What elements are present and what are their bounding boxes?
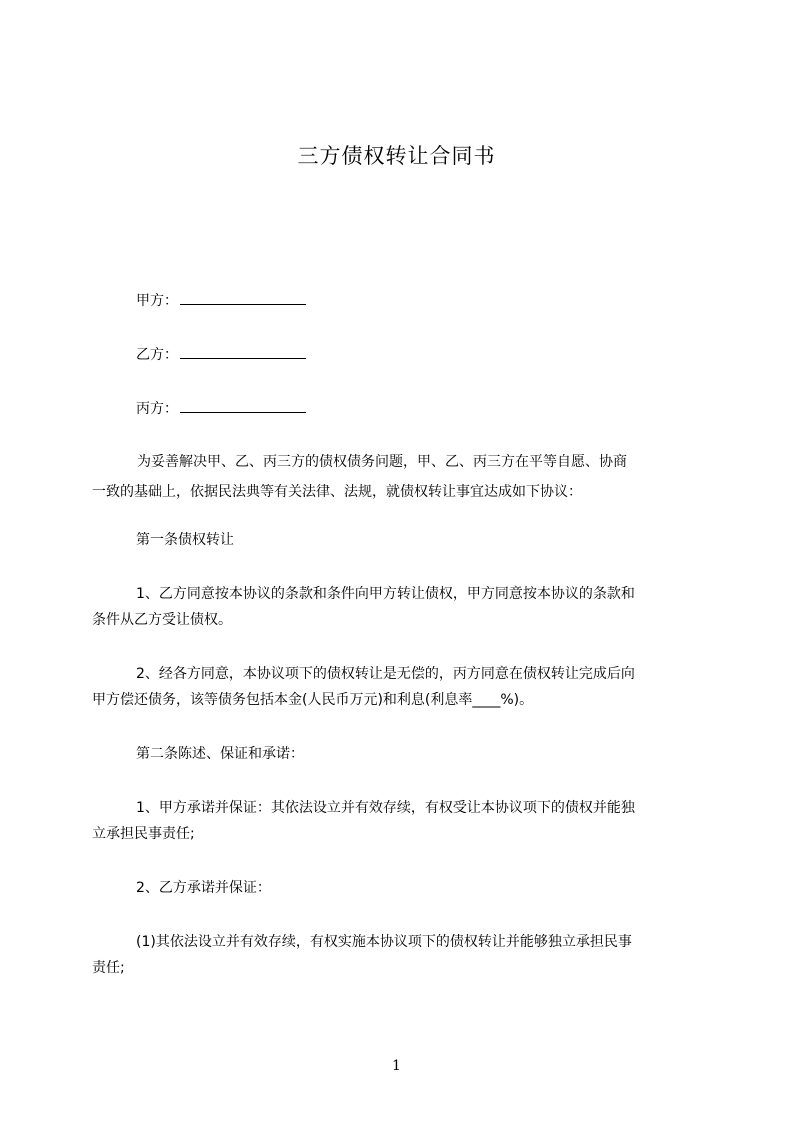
preamble-line-1: 为妥善解决甲、乙、丙三方的债权债务问题，甲、乙、丙三方在平等自愿、协商 — [137, 454, 627, 470]
party-b-line — [136, 344, 306, 365]
party-c-blank — [180, 398, 306, 413]
party-c-line — [136, 398, 306, 419]
article-2-sub-1-line-1: (1)其依法设立并有效存续，有权实施本协议项下的债权转让并能够独立承担民事 — [136, 934, 632, 950]
article-1-item-1-line-2: 条件从乙方受让债权。 — [92, 612, 232, 628]
party-b-blank — [180, 344, 306, 359]
article-1-item-2-line-2: 甲方偿还债务，该等债务包括本金(人民币万元)和利息(利息率____%)。 — [92, 692, 534, 708]
article-2-item-1-line-1: 1、甲方承诺并保证：其依法设立并有效存续，有权受让本协议项下的债权并能独 — [136, 800, 635, 816]
page-number: 1 — [392, 1058, 401, 1074]
article-1-heading: 第一条债权转让 — [136, 532, 234, 548]
article-2-item-1-line-2: 立承担民事责任; — [92, 826, 195, 842]
party-c-label: 丙方： — [136, 401, 178, 417]
article-2-heading: 第二条陈述、保证和承诺： — [136, 746, 304, 762]
article-1-item-2-line-1: 2、经各方同意，本协议项下的债权转让是无偿的，丙方同意在债权转让完成后向 — [136, 666, 635, 682]
article-2-sub-1-line-2: 责任; — [92, 960, 125, 976]
document-title: 三方债权转让合同书 — [297, 144, 496, 168]
party-a-label: 甲方： — [136, 293, 178, 309]
article-1-item-1-line-1: 1、乙方同意按本协议的条款和条件向甲方转让债权，甲方同意按本协议的条款和 — [136, 586, 635, 602]
preamble-line-2: 一致的基础上，依据民法典等有关法律、法规，就债权转让事宜达成如下协议： — [92, 484, 582, 500]
party-a-blank — [180, 290, 306, 305]
party-a-line — [136, 290, 306, 311]
party-b-label: 乙方： — [136, 347, 178, 363]
article-2-item-2-heading: 2、乙方承诺并保证： — [136, 880, 271, 896]
